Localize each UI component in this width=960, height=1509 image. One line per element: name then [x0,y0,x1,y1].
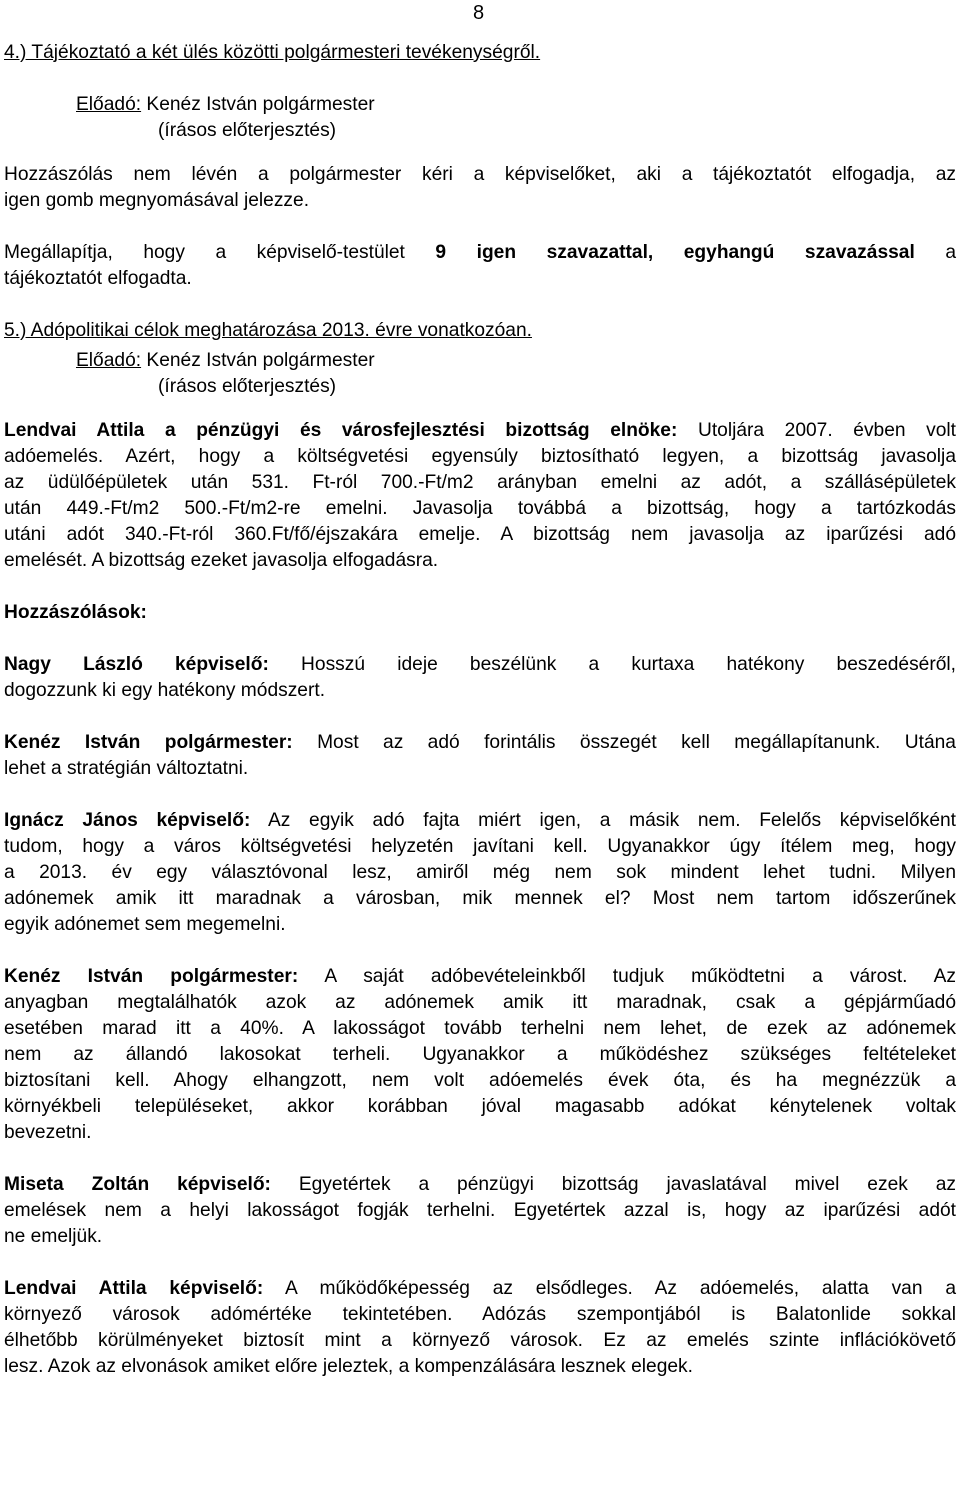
paragraph-line: környező városok adómértéke tekintetében. Adózás szempontjából is Balatonlide sokkal [4,1304,956,1325]
speech-text: Hosszú ideje beszélünk a kurtaxa hatékony beszedéséről, [268,654,957,675]
paragraph-line: bevezetni. [4,1122,92,1143]
paragraph-line [4,730,956,756]
speaker-name: Lendvai Attila képviselő: [4,1278,264,1299]
document-body [4,40,956,1380]
comments-heading: Hozzászólások: [4,602,147,623]
speech-text: A saját adóbevételeinkből tudjuk működtetni a várost. Az [298,966,956,987]
paragraph-line: emelését. A bizottság ezeket javasolja elfogadásra. [4,550,439,571]
section-4-note: (írásos előterjesztés) [158,120,337,141]
presenter-name: Kenéz István polgármester [141,94,375,115]
section-5-title: 5.) Adópolitikai célok meghatározása 2013. évre vonatkozóan. [4,320,532,341]
paragraph-line [4,964,956,990]
paragraph-line: igen gomb megnyomásával jelezze. [4,190,310,211]
speaker-name: Kenéz István polgármester: [4,732,293,753]
paragraph-line: utáni adót 340.-Ft-ról 360.Ft/fő/éjszakára emelje. A bizottság nem javasolja az iparűzési adó [4,524,956,545]
resolution-line [4,240,956,266]
page-number: 8 [473,2,485,24]
paragraph-line: anyagban megtalálhatók azok az adónemek amik itt maradnak, csak a gépjárműadó [4,992,956,1013]
paragraph-line: élhetőbb körülményeket biztosít mint a környező városok. Ez az emelés szinte inflációkövető [4,1330,956,1351]
resolution-line: tájékoztatót elfogadta. [4,268,192,289]
speech-text: Most az adó forintális összegét kell megállapítanunk. Utána [292,732,956,753]
resolution-text: Megállapítja, hogy a képviselő-testület [4,242,436,263]
speaker-name: Lendvai Attila a pénzügyi és városfejlesztési bizottság elnöke: [4,420,678,441]
vote-result: 9 igen szavazattal, egyhangú szavazással [435,242,915,263]
section-4-title: 4.) Tájékoztató a két ülés közötti polgármesteri tevékenységről. [4,42,541,63]
speech-text: Utoljára 2007. évben volt [677,420,957,441]
presenter-label: Előadó: [76,94,142,115]
section-5-note: (írásos előterjesztés) [158,376,337,397]
paragraph-line: Hozzászólás nem lévén a polgármester kéri a képviselőket, aki a tájékoztatót elfogadja, az [4,164,956,185]
speaker-name: Miseta Zoltán képviselő: [4,1174,271,1195]
section-4-presenter [4,92,956,118]
paragraph-line [4,418,956,444]
paragraph-line: ne emeljük. [4,1226,103,1247]
paragraph-line: tudom, hogy a város költségvetési helyzetén javítani kell. Ugyanakkor úgy ítélem meg, hogy [4,836,956,857]
paragraph-line: esetében marad itt a 40%. A lakosságot tovább terhelni nem lehet, de ezek az adónemek [4,1018,956,1039]
paragraph-line [4,1172,956,1198]
speaker-name: Nagy László képviselő: [4,654,269,675]
paragraph-line: a 2013. év egy választóvonal lesz, amiről még nem sok mindent lehet tudni. Milyen [4,862,956,883]
paragraph-line: lehet a stratégián változtatni. [4,758,249,779]
section-5-presenter [4,348,956,374]
speaker-name: Kenéz István polgármester: [4,966,299,987]
paragraph-line: adónemek amik itt maradnak a városban, mik mennek el? Most nem tartom időszerűnek [4,888,956,909]
speaker-name: Ignácz János képviselő: [4,810,251,831]
paragraph-line: dogozzunk ki egy hatékony módszert. [4,680,326,701]
speech-text: A működőképesség az elsődleges. Az adóemelés, alatta van a [263,1278,956,1299]
resolution-text: a [914,242,956,263]
paragraph-line: egyik adónemet sem megemelni. [4,914,286,935]
paragraph-line [4,808,956,834]
paragraph-line: emelések nem a helyi lakosságot fogják terhelni. Egyetértek azzal is, hogy az iparűzési adót [4,1200,956,1221]
paragraph-line [4,652,956,678]
paragraph-line: adóemelés. Azért, hogy a költségvetési egyensúly biztosítható legyen, a bizottság javasolja [4,446,956,467]
presenter-label: Előadó: [76,350,142,371]
paragraph-line: lesz. Azok az elvonások amiket előre jeleztek, a kompenzálására lesznek elegek. [4,1356,693,1377]
paragraph-line: környékbeli településeket, akkor korábban jóval magasabb adókat kénytelenek voltak [4,1096,956,1117]
speech-text: Az egyik adó fajta miért igen, a másik nem. Felelős képviselőként [250,810,956,831]
paragraph-line: biztosítani kell. Ahogy elhangzott, nem volt adóemelés évek óta, és ha megnézzük a [4,1070,956,1091]
speech-text: Egyetértek a pénzügyi bizottság javaslatával mivel ezek az [270,1174,957,1195]
paragraph-line: nem az állandó lakosokat terheli. Ugyanakkor a működéshez szükséges feltételeket [4,1044,956,1065]
paragraph-line [4,1276,956,1302]
paragraph-line: az üdülőépületek után 531. Ft-ról 700.-Ft/m2 arányban emelni az adót, a szállásépületek [4,472,956,493]
presenter-name: Kenéz István polgármester [141,350,375,371]
paragraph-line: után 449.-Ft/m2 500.-Ft/m2-re emelni. Javasolja továbbá a bizottság, hogy a tartózkodás [4,498,956,519]
